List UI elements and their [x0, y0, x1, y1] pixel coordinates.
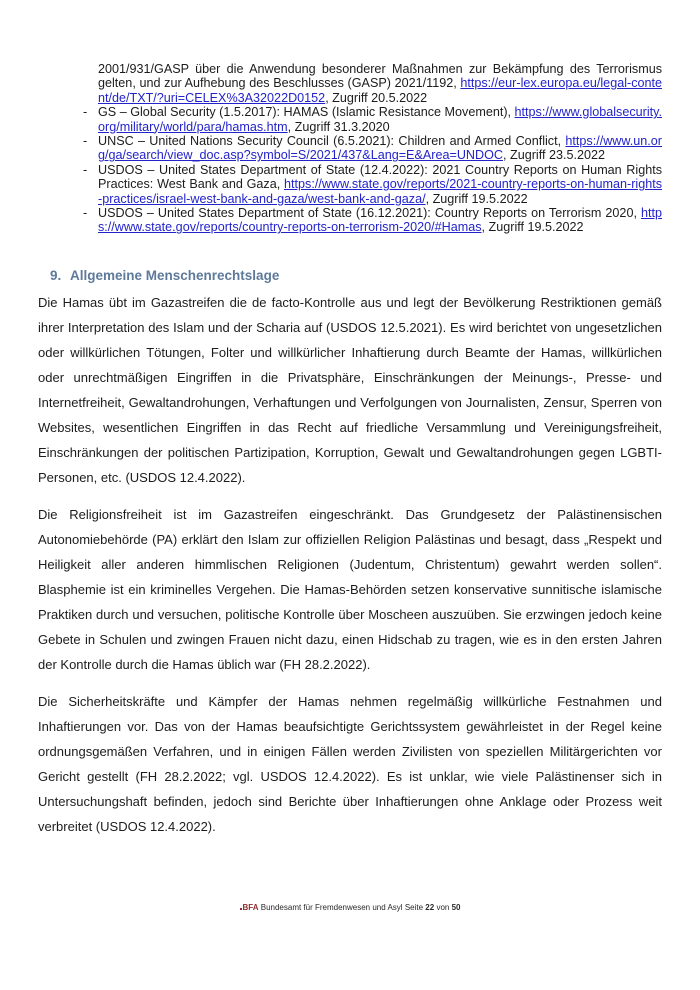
source-item [38, 163, 662, 206]
source-list [38, 62, 662, 235]
footer-page-number: 22 [425, 903, 435, 912]
source-link[interactable]: https://www.un.org/ga/search/view_doc.asp?symbol=S/2021/437&Lang=E&Area=UNDOC [98, 134, 662, 163]
source-text-segment: UNSC – United Nations Security Council (6.5.2021): Children and Armed Conflict, [98, 134, 566, 149]
footer-of-label: von [436, 903, 450, 912]
source-text-segment: , Zugriff 19.5.2022 [481, 220, 584, 235]
paragraph-security-forces: Die Sicherheitskräfte und Kämpfer der Hamas nehmen regelmäßig willkürliche Festnahmen und Inhaftierungen vor. Das von der Hamas beaufsichtigte Gerichtssystem gewährleistet in der Regel keine ordnungsgemäßen Verfahren, und in einigen Fällen werden Zivilisten von speziellen Militärgerichten vor Gericht gestellt (FH 28.2.2022; vgl. USDOS 12.4.2022). Es ist unklar, wie viele Palästinenser sich in Untersuchungshaft befinden, jedoch sind Berichte über Inhaftierungen ohne Anklage oder Prozess weit verbreitet (USDOS 12.4.2022). [38, 693, 662, 834]
bullet-dash [83, 62, 98, 105]
bullet-dash: - [83, 206, 88, 221]
source-text [98, 163, 662, 206]
source-item [38, 134, 662, 163]
bullet-dash: - [83, 162, 88, 177]
bfa-logo-icon [240, 908, 242, 910]
source-text [98, 134, 662, 163]
source-link[interactable]: https://www.globalsecurity.org/military/world/para/hamas.htm [98, 105, 662, 134]
section-title: Allgemeine Menschenrechtslage [70, 267, 280, 283]
source-text-segment: GS – Global Security (1.5.2017): HAMAS (Islamic Resistance Movement), [98, 105, 515, 120]
source-link[interactable]: https://www.state.gov/reports/2021-country-reports-on-human-rights-practices/israel-west-bank-and-gaza/west-bank-and-gaza/ [98, 177, 662, 206]
paragraph-religious-freedom: Die Religionsfreiheit ist im Gazastreifen eingeschränkt. Das Grundgesetz der Palästinensischen Autonomiebehörde (PA) erklärt den Islam zur offiziellen Religion Palästinas und besagt, dass „Respekt und Heiligkeit aller anderen himmlischen Religionen (Judentum, Christentum) gewahrt werden sollen“. Blasphemie ist ein kriminelles Vergehen. Die Hamas-Behörden setzen konservative sunnitische islamische Praktiken durch und versuchen, politische Kontrolle über Moscheen auszuüben. Sie erzwingen jedoch keine Gebete in Schulen und zwingen Frauen nicht dazu, einen Hidschab zu tragen, wie es in den ersten Jahren der Kontrolle durch die Hamas üblich war (FH 28.2.2022). [38, 506, 662, 672]
source-text [98, 206, 662, 235]
source-item [38, 62, 662, 105]
source-text-segment: , Zugriff 19.5.2022 [425, 191, 528, 206]
footer-page-label: Seite [404, 903, 424, 912]
source-link[interactable]: https://www.state.gov/reports/country-reports-on-terrorism-2020/#Hamas [98, 206, 662, 235]
source-text [98, 62, 662, 105]
source-text [98, 105, 662, 134]
section-heading [38, 267, 662, 284]
footer-org-name: Bundesamt für Fremdenwesen und Asyl [260, 903, 403, 912]
source-text-segment: USDOS – United States Department of State (12.4.2022): 2021 Country Reports on Human Rights Practices: West Bank and Gaza, [98, 162, 662, 192]
page-footer [0, 903, 700, 913]
source-text-segment: 2001/931/GASP über die Anwendung besonderer Maßnahmen zur Bekämpfung des Terrorismus gelten, und zur Aufhebung des Beschlusses (GASP) 2021/1192, [98, 62, 662, 91]
source-item [38, 206, 662, 235]
source-text-segment: , Zugriff 23.5.2022 [503, 148, 605, 163]
paragraph-human-rights-overview: Die Hamas übt im Gazastreifen die de facto-Kontrolle aus und legt der Bevölkerung Restriktionen gemäß ihrer Interpretation des Islam und der Scharia auf (USDOS 12.5.2021). Es wird berichtet von ungesetzlichen oder willkürlichen Tötungen, Folter und willkürlicher Inhaftierung durch Beamte der Hamas, willkürlichen oder unrechtmäßigen Eingriffen in die Privatsphäre, Einschränkungen der Meinungs-, Presse- und Internetfreiheit, Gewaltandrohungen, Verhaftungen und Verfolgungen von Journalisten, Zensur, Sperren von Websites, wesentlichen Eingriffen in das Recht auf friedliche Versammlung und Vereinigungsfreiheit, Einschränkungen der politischen Partizipation, Korruption, Gewalt und Gewaltandrohungen gegen LGBTI-Personen, etc. (USDOS 12.4.2022). [38, 294, 662, 485]
bullet-dash: - [83, 134, 88, 149]
source-text-segment: USDOS – United States Department of State (16.12.2021): Country Reports on Terrorism 2020, [98, 206, 641, 221]
section-number: 9. [50, 267, 62, 283]
footer-page-total: 50 [451, 903, 461, 912]
source-item [38, 105, 662, 134]
source-text-segment: , Zugriff 31.3.2020 [287, 119, 390, 134]
bullet-dash: - [83, 105, 88, 120]
bfa-brand: BFA [242, 903, 259, 912]
source-text-segment: , Zugriff 20.5.2022 [325, 90, 428, 105]
source-link[interactable]: https://eur-lex.europa.eu/legal-content/de/TXT/?uri=CELEX%3A32022D0152 [98, 76, 662, 105]
